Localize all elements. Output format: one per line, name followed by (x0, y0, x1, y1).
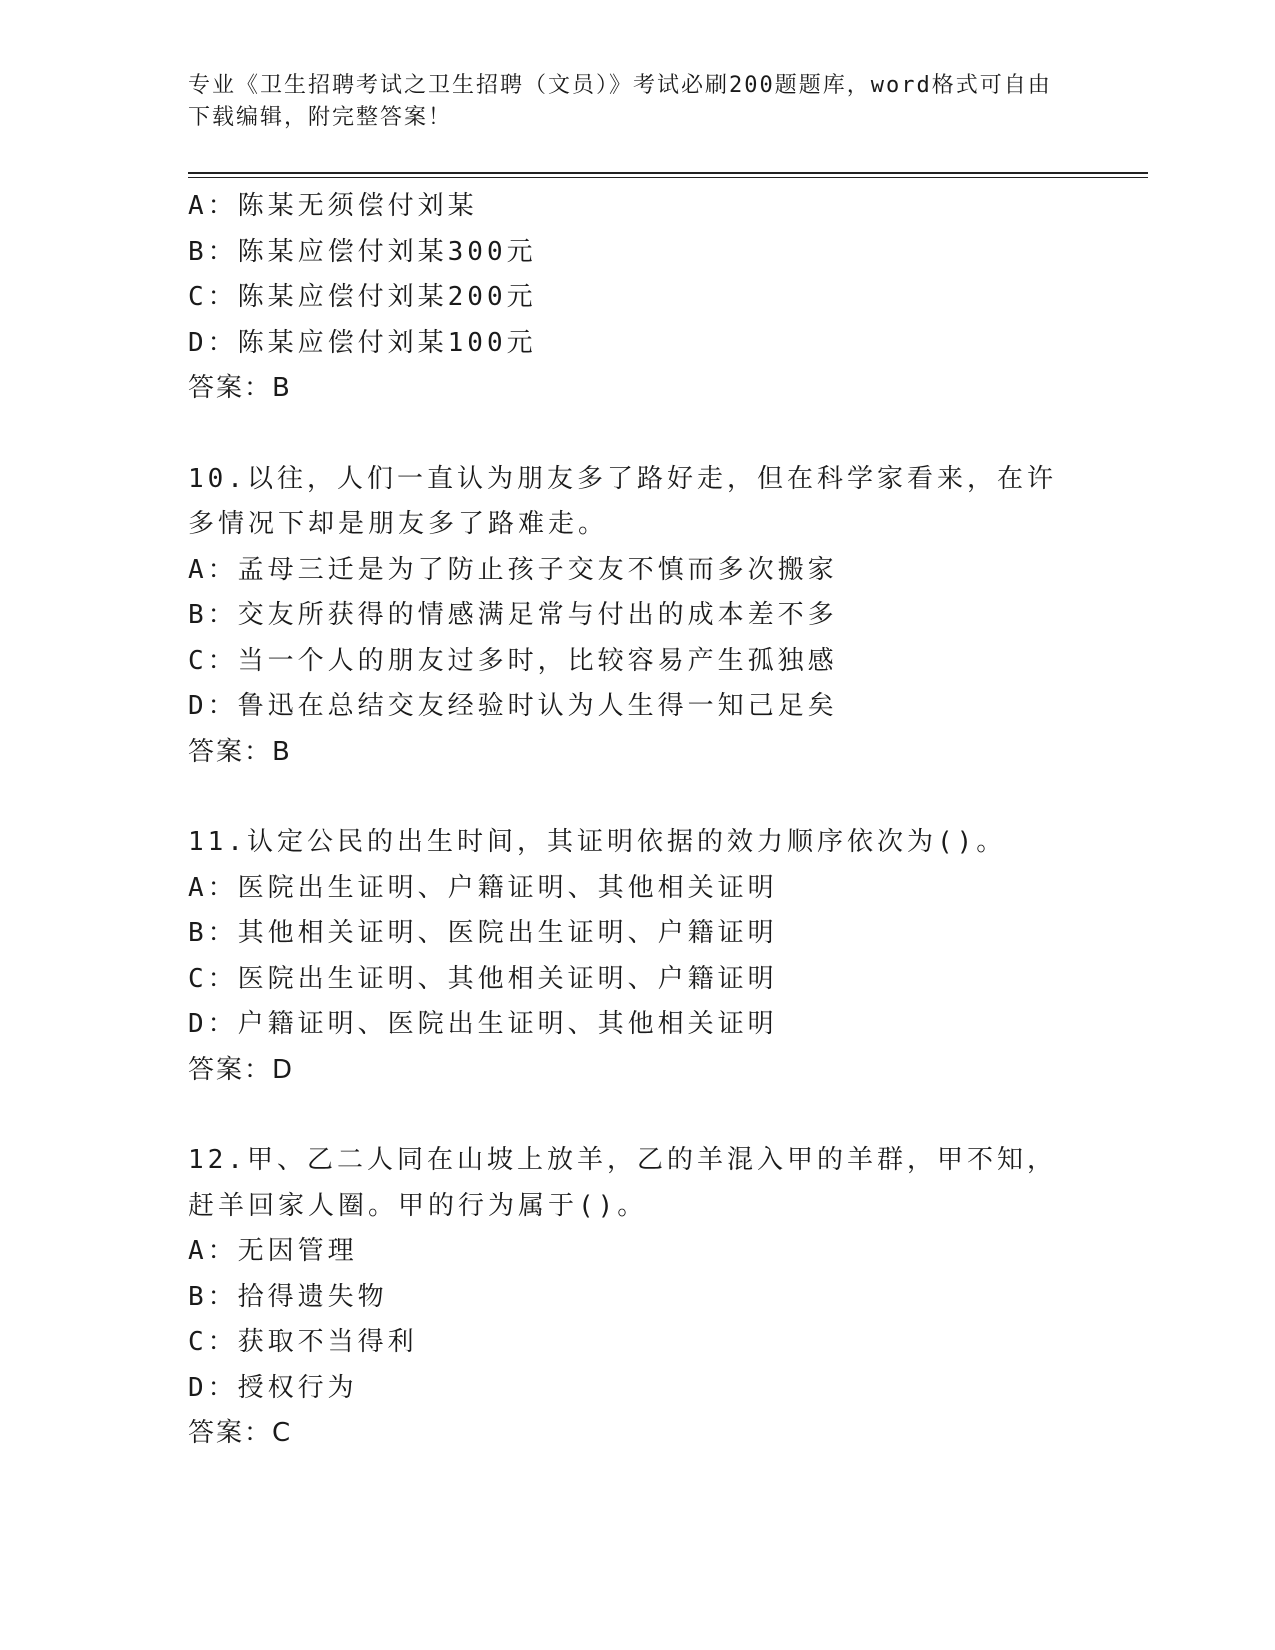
option-a: A：无因管理 (188, 1236, 358, 1266)
question-text: 10.以往，人们一直认为朋友多了路好走，但在科学家看来，在许多情况下却是朋友多了路难走。 (188, 463, 1057, 539)
question-12 (188, 1138, 1148, 1457)
question-10 (188, 457, 1148, 776)
answer-line: 答案：B (188, 373, 292, 403)
question-11 (188, 820, 1148, 1093)
option-d: D：授权行为 (188, 1372, 358, 1403)
option-b: B：交友所获得的情感满足常与付出的成本差不多 (188, 600, 838, 630)
document-header: 专业《卫生招聘考试之卫生招聘（文员）》考试必刷200题题库，word格式可自由下载编辑，附完整答案！ (188, 73, 1052, 130)
option-d: D：鲁迅在总结交友经验时认为人生得一知己足矣 (188, 691, 838, 721)
option-d: D：陈某应偿付刘某100元 (188, 327, 537, 358)
option-b: B：陈某应偿付刘某300元 (188, 236, 537, 267)
answer-line: 答案：C (188, 1418, 293, 1448)
answer-line: 答案：D (188, 1054, 295, 1085)
option-a: A：陈某无须偿付刘某 (188, 191, 478, 221)
option-c: C：医院出生证明、其他相关证明、户籍证明 (188, 963, 778, 994)
option-b: B：拾得遗失物 (188, 1281, 388, 1312)
question-list (188, 184, 1148, 1457)
question-text: 11.认定公民的出生时间，其证明依据的效力顺序依次为()。 (188, 827, 1007, 857)
option-d: D：户籍证明、医院出生证明、其他相关证明 (188, 1009, 778, 1039)
header-divider (188, 172, 1148, 178)
option-b: B：其他相关证明、医院出生证明、户籍证明 (188, 918, 778, 948)
option-c: C：获取不当得利 (188, 1327, 418, 1357)
answer-line: 答案：B (188, 736, 292, 767)
question-text: 12.甲、乙二人同在山坡上放羊，乙的羊混入甲的羊群，甲不知，赶羊回家人圈。甲的行为属于()。 (188, 1145, 1057, 1221)
option-a: A：孟母三迁是为了防止孩子交友不慎而多次搬家 (188, 554, 838, 585)
option-c: C：当一个人的朋友过多时，比较容易产生孤独感 (188, 645, 838, 676)
question-partial (188, 184, 1148, 412)
option-a: A：医院出生证明、户籍证明、其他相关证明 (188, 872, 778, 903)
document-page (188, 70, 1148, 1457)
option-c: C：陈某应偿付刘某200元 (188, 282, 537, 312)
